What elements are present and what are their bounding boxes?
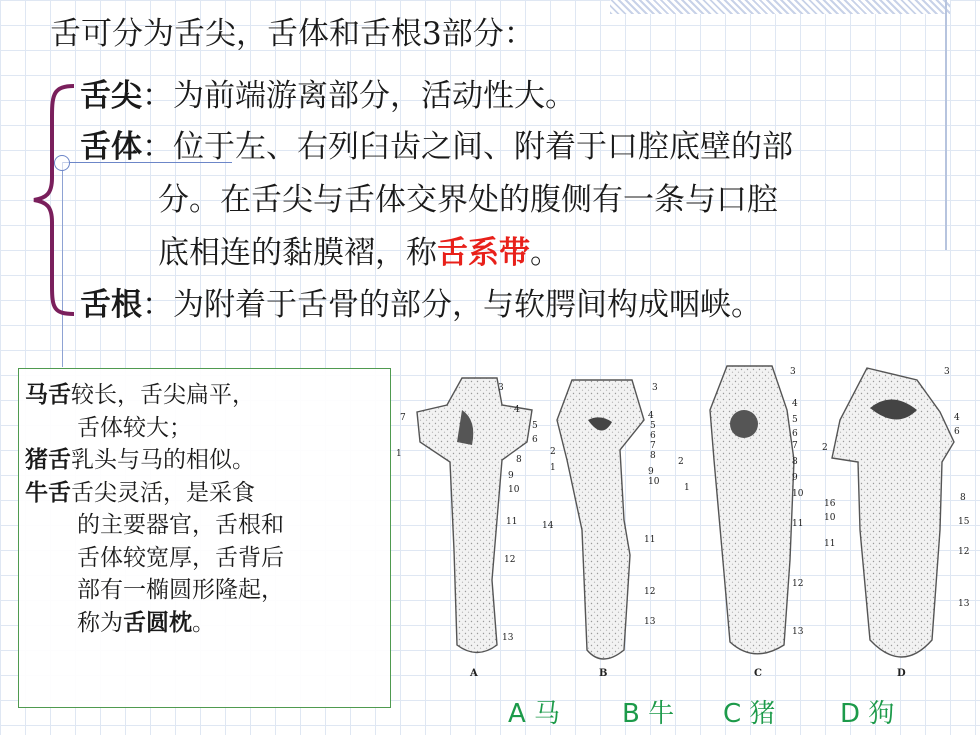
c-label-1: 1 — [684, 483, 690, 493]
b-label-13: 13 — [644, 617, 656, 627]
c-label-12: 12 — [792, 579, 804, 589]
b-label-6: 6 — [650, 431, 656, 441]
d-label-13: 13 — [958, 599, 970, 609]
species-note-box — [18, 368, 391, 708]
a-label-1: 1 — [396, 449, 402, 459]
b-label-3: 3 — [652, 383, 658, 393]
top-pattern-decoration — [610, 0, 950, 14]
d-label-11: 11 — [824, 539, 836, 549]
root-desc: 为附着于舌骨的部分，与软腭间构成咽峡。 — [173, 287, 762, 323]
pig-term: 猪舌 — [25, 446, 71, 473]
b-label-2: 2 — [550, 447, 556, 457]
tip-term: 舌尖 — [80, 78, 142, 114]
a-label-6: 6 — [532, 435, 538, 445]
a-label-9: 9 — [508, 471, 514, 481]
d-label-8: 8 — [960, 493, 966, 503]
root-term: 舌根 — [80, 287, 142, 323]
a-label-11: 11 — [506, 517, 518, 527]
b-label-12: 12 — [644, 587, 656, 597]
a-label-13: 13 — [502, 633, 514, 643]
tongue-a-horse — [417, 378, 532, 653]
panel-letter-b: B — [599, 668, 608, 679]
frenulum-term: 舌系带 — [437, 235, 530, 271]
d-label-6: 6 — [954, 427, 960, 437]
a-label-7: 7 — [400, 413, 406, 423]
a-label-8: 8 — [516, 455, 522, 465]
a-label-4: 4 — [514, 405, 520, 415]
body-line-1: 舌体：位于左、右列臼齿之间、附着于口腔底壁的部 — [80, 129, 793, 165]
panel-letter-c: C — [754, 668, 762, 679]
cow-term: 牛舌 — [25, 478, 71, 506]
b-label-4: 4 — [648, 411, 654, 421]
horse-line-2: 舌体较大； — [77, 414, 192, 441]
a-label-10: 10 — [508, 485, 520, 495]
b-label-5: 5 — [650, 421, 656, 431]
horse-term: 马舌 — [25, 381, 71, 408]
cow-line-3: 舌体较宽厚，舌背后 — [77, 544, 284, 571]
c-label-5: 5 — [792, 415, 798, 425]
c-label-11: 11 — [792, 519, 804, 529]
caption-cow: B 牛 — [622, 699, 675, 729]
tip-line: 舌尖：为前端游离部分，活动性大。 — [80, 78, 576, 114]
cow-line-5: 称为舌圆枕。 — [77, 608, 215, 636]
b-label-7: 7 — [650, 441, 656, 451]
c-label-10: 10 — [792, 489, 804, 499]
c-label-3: 3 — [790, 367, 796, 377]
root-line: 舌根：为附着于舌骨的部分，与软腭间构成咽峡。 — [80, 287, 762, 323]
caption-horse: A 马 — [508, 699, 561, 729]
cow-line-1: 牛舌舌尖灵活，是采食 — [25, 478, 255, 506]
c-label-2: 2 — [678, 457, 684, 467]
d-label-15: 15 — [958, 517, 970, 527]
cow-line-4: 部有一椭圆形隆起， — [77, 577, 284, 603]
a-label-12: 12 — [504, 555, 516, 565]
d-label-16: 16 — [824, 499, 836, 509]
b-label-14: 14 — [542, 521, 554, 531]
b-label-8: 8 — [650, 451, 656, 461]
body-line-3: 底相连的黏膜褶，称舌系带。 — [158, 235, 561, 271]
c-label-6: 6 — [792, 429, 798, 439]
b-label-9: 9 — [648, 467, 654, 477]
c-label-9: 9 — [792, 473, 798, 483]
tongue-illustration — [392, 350, 980, 695]
body-term: 舌体 — [80, 129, 142, 165]
caption-dog: D 狗 — [840, 699, 895, 729]
a-label-5: 5 — [532, 421, 538, 431]
tip-desc: 为前端游离部分，活动性大。 — [173, 78, 576, 114]
d-label-12: 12 — [958, 547, 970, 557]
c-label-7: 7 — [792, 441, 798, 451]
horse-line-1: 马舌较长，舌尖扁平， — [25, 381, 255, 408]
b-label-1: 1 — [550, 463, 556, 473]
caption-pig: C 猪 — [723, 699, 776, 729]
c-label-8: 8 — [792, 457, 798, 467]
pig-line: 猪舌乳头与马的相似。 — [25, 446, 255, 473]
cow-line-2: 的主要器官，舌根和 — [77, 512, 284, 538]
d-label-10: 10 — [824, 513, 836, 523]
cow-torus-term: 舌圆枕 — [123, 608, 192, 636]
panel-letter-a: A — [470, 668, 478, 679]
d-label-2: 2 — [822, 443, 828, 453]
tongue-c-pig — [710, 366, 794, 654]
b-label-10: 10 — [648, 477, 660, 487]
tongue-d-dog — [832, 368, 954, 657]
curly-brace — [30, 82, 80, 318]
d-label-4: 4 — [954, 413, 960, 423]
d-label-3: 3 — [944, 367, 950, 377]
body-desc-1: 位于左、右列臼齿之间、附着于口腔底壁的部 — [173, 129, 793, 165]
tongue-b-cow — [557, 380, 644, 659]
a-label-3: 3 — [498, 383, 504, 393]
body-line-2: 分。在舌尖与舌体交界处的腹侧有一条与口腔 — [158, 182, 778, 218]
c-label-4: 4 — [792, 399, 798, 409]
right-vertical-rule — [945, 0, 947, 250]
panel-letter-d: D — [897, 668, 906, 679]
c-label-13: 13 — [792, 627, 804, 637]
intro-line: 舌可分为舌尖，舌体和舌根3部分： — [50, 16, 535, 52]
b-label-11: 11 — [644, 535, 656, 545]
